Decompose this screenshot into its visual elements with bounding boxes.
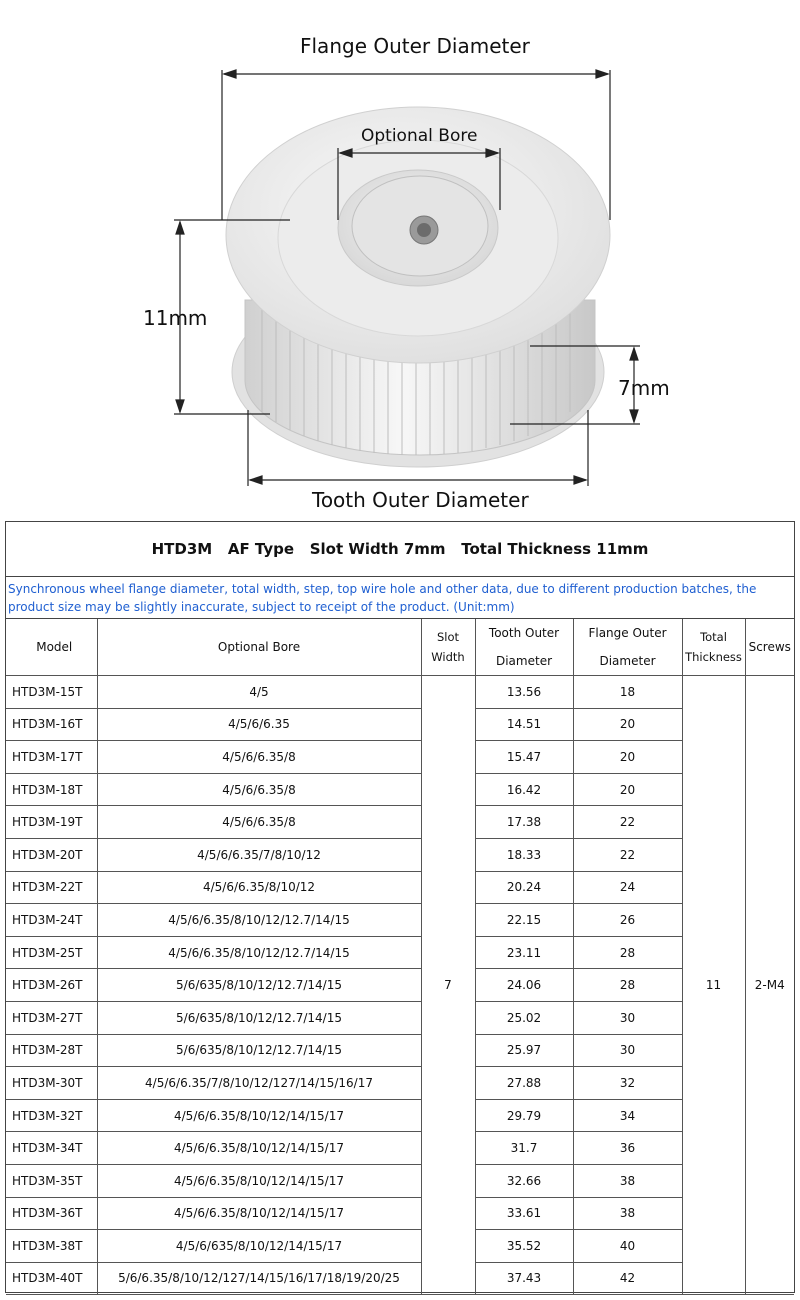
cell-model: HTD3M-36T xyxy=(6,1197,97,1230)
cell-model: HTD3M-20T xyxy=(6,838,97,871)
header-screws: Screws xyxy=(745,619,794,676)
cell-tooth-outer-diameter: 31.7 xyxy=(475,1132,573,1165)
table-row xyxy=(6,871,794,904)
cell-model: HTD3M-26T xyxy=(6,969,97,1002)
cell-model: HTD3M-38T xyxy=(6,1230,97,1263)
table-row xyxy=(6,838,794,871)
cell-model: HTD3M-32T xyxy=(6,1099,97,1132)
table-row xyxy=(6,676,794,709)
cell-flange-outer-diameter: 38 xyxy=(573,1164,682,1197)
cell-model: HTD3M-28T xyxy=(6,1034,97,1067)
cell-tooth-outer-diameter: 23.11 xyxy=(475,936,573,969)
spec-table-body xyxy=(6,676,794,1295)
cell-flange-outer-diameter: 22 xyxy=(573,838,682,871)
cell-optional-bore: 5/6/635/8/10/12/12.7/14/15 xyxy=(97,1001,421,1034)
cell-tooth-outer-diameter: 27.88 xyxy=(475,1067,573,1100)
cell-flange-outer-diameter: 20 xyxy=(573,773,682,806)
table-row xyxy=(6,1067,794,1100)
spec-table xyxy=(6,619,794,1295)
header-optional-bore: Optional Bore xyxy=(97,619,421,676)
cell-optional-bore: 5/6/635/8/10/12/12.7/14/15 xyxy=(97,1034,421,1067)
table-row xyxy=(6,936,794,969)
table-row xyxy=(6,1230,794,1263)
table-row xyxy=(6,1034,794,1067)
cell-optional-bore: 4/5/6/6.35 xyxy=(97,708,421,741)
cell-flange-outer-diameter: 22 xyxy=(573,806,682,839)
cell-flange-outer-diameter: 32 xyxy=(573,1067,682,1100)
slot-width-label: 7mm xyxy=(618,376,670,400)
table-row xyxy=(6,1197,794,1230)
cell-flange-outer-diameter: 38 xyxy=(573,1197,682,1230)
cell-flange-outer-diameter: 34 xyxy=(573,1099,682,1132)
cell-tooth-outer-diameter: 29.79 xyxy=(475,1099,573,1132)
cell-model: HTD3M-22T xyxy=(6,871,97,904)
cell-model: HTD3M-24T xyxy=(6,904,97,937)
table-row xyxy=(6,741,794,774)
cell-optional-bore: 4/5/6/6.35/8/10/12/14/15/17 xyxy=(97,1132,421,1165)
cell-optional-bore: 4/5/6/6.35/8 xyxy=(97,806,421,839)
header-slot-width: Slot Width xyxy=(421,619,475,676)
cell-flange-outer-diameter: 42 xyxy=(573,1262,682,1295)
header-model: Model xyxy=(6,619,97,676)
cell-flange-outer-diameter: 18 xyxy=(573,676,682,709)
table-row xyxy=(6,806,794,839)
cell-flange-outer-diameter: 30 xyxy=(573,1001,682,1034)
cell-flange-outer-diameter: 30 xyxy=(573,1034,682,1067)
cell-flange-outer-diameter: 20 xyxy=(573,708,682,741)
table-row xyxy=(6,1132,794,1165)
cell-model: HTD3M-25T xyxy=(6,936,97,969)
cell-slot-width: 7 xyxy=(421,676,475,1295)
table-row xyxy=(6,1001,794,1034)
header-total-thickness: Total Thickness xyxy=(682,619,745,676)
cell-flange-outer-diameter: 26 xyxy=(573,904,682,937)
cell-total-thickness: 11 xyxy=(682,676,745,1295)
cell-optional-bore: 4/5/6/6.35/8 xyxy=(97,773,421,806)
cell-model: HTD3M-16T xyxy=(6,708,97,741)
total-thickness-label: 11mm xyxy=(143,306,208,330)
cell-optional-bore: 4/5/6/6.35/8/10/12/14/15/17 xyxy=(97,1197,421,1230)
flange-outer-diameter-label: Flange Outer Diameter xyxy=(300,34,530,58)
cell-model: HTD3M-30T xyxy=(6,1067,97,1100)
cell-optional-bore: 4/5/6/6.35/8/10/12 xyxy=(97,871,421,904)
cell-optional-bore: 4/5/6/6.35/7/8/10/12/127/14/15/16/17 xyxy=(97,1067,421,1100)
table-row xyxy=(6,773,794,806)
cell-model: HTD3M-17T xyxy=(6,741,97,774)
cell-model: HTD3M-35T xyxy=(6,1164,97,1197)
cell-tooth-outer-diameter: 32.66 xyxy=(475,1164,573,1197)
cell-optional-bore: 4/5/6/6.35/7/8/10/12 xyxy=(97,838,421,871)
cell-optional-bore: 4/5/6/6.35/8/10/12/12.7/14/15 xyxy=(97,904,421,937)
cell-model: HTD3M-40T xyxy=(6,1262,97,1295)
cell-screws: 2-M4 xyxy=(745,676,794,1295)
cell-flange-outer-diameter: 36 xyxy=(573,1132,682,1165)
spec-note: Synchronous wheel flange diameter, total width, step, top wire hole and other data, due to different production batches, the product size may be slightly inaccurate, subject to receipt of the product. (Unit:mm) xyxy=(6,577,794,619)
cell-optional-bore: 4/5 xyxy=(97,676,421,709)
spec-table-panel xyxy=(5,521,795,1293)
cell-tooth-outer-diameter: 25.02 xyxy=(475,1001,573,1034)
pulley-dimension-diagram xyxy=(0,0,800,520)
cell-tooth-outer-diameter: 13.56 xyxy=(475,676,573,709)
pulley-illustration xyxy=(0,0,800,520)
tooth-outer-diameter-label: Tooth Outer Diameter xyxy=(312,488,529,512)
cell-tooth-outer-diameter: 37.43 xyxy=(475,1262,573,1295)
table-row xyxy=(6,1099,794,1132)
cell-optional-bore: 4/5/6/635/8/10/12/14/15/17 xyxy=(97,1230,421,1263)
cell-tooth-outer-diameter: 22.15 xyxy=(475,904,573,937)
cell-model: HTD3M-15T xyxy=(6,676,97,709)
cell-flange-outer-diameter: 28 xyxy=(573,969,682,1002)
cell-tooth-outer-diameter: 33.61 xyxy=(475,1197,573,1230)
cell-model: HTD3M-18T xyxy=(6,773,97,806)
header-flange-outer-diameter: Flange Outer Diameter xyxy=(573,619,682,676)
cell-flange-outer-diameter: 20 xyxy=(573,741,682,774)
table-row xyxy=(6,969,794,1002)
cell-tooth-outer-diameter: 14.51 xyxy=(475,708,573,741)
cell-model: HTD3M-27T xyxy=(6,1001,97,1034)
cell-tooth-outer-diameter: 24.06 xyxy=(475,969,573,1002)
table-row xyxy=(6,1262,794,1295)
cell-model: HTD3M-34T xyxy=(6,1132,97,1165)
cell-tooth-outer-diameter: 25.97 xyxy=(475,1034,573,1067)
cell-optional-bore: 4/5/6/6.35/8/10/12/14/15/17 xyxy=(97,1099,421,1132)
table-header-row xyxy=(6,619,794,676)
cell-optional-bore: 4/5/6/6.35/8 xyxy=(97,741,421,774)
spec-title: HTD3M AF Type Slot Width 7mm Total Thickness 11mm xyxy=(6,522,794,577)
cell-tooth-outer-diameter: 35.52 xyxy=(475,1230,573,1263)
optional-bore-label: Optional Bore xyxy=(361,126,478,146)
table-row xyxy=(6,708,794,741)
cell-tooth-outer-diameter: 16.42 xyxy=(475,773,573,806)
cell-tooth-outer-diameter: 20.24 xyxy=(475,871,573,904)
cell-optional-bore: 4/5/6/6.35/8/10/12/14/15/17 xyxy=(97,1164,421,1197)
cell-model: HTD3M-19T xyxy=(6,806,97,839)
cell-optional-bore: 5/6/6.35/8/10/12/127/14/15/16/17/18/19/20/25 xyxy=(97,1262,421,1295)
cell-flange-outer-diameter: 24 xyxy=(573,871,682,904)
cell-optional-bore: 4/5/6/6.35/8/10/12/12.7/14/15 xyxy=(97,936,421,969)
table-row xyxy=(6,1164,794,1197)
cell-optional-bore: 5/6/635/8/10/12/12.7/14/15 xyxy=(97,969,421,1002)
cell-tooth-outer-diameter: 15.47 xyxy=(475,741,573,774)
cell-flange-outer-diameter: 40 xyxy=(573,1230,682,1263)
header-tooth-outer-diameter: Tooth Outer Diameter xyxy=(475,619,573,676)
cell-tooth-outer-diameter: 18.33 xyxy=(475,838,573,871)
cell-flange-outer-diameter: 28 xyxy=(573,936,682,969)
cell-tooth-outer-diameter: 17.38 xyxy=(475,806,573,839)
table-row xyxy=(6,904,794,937)
